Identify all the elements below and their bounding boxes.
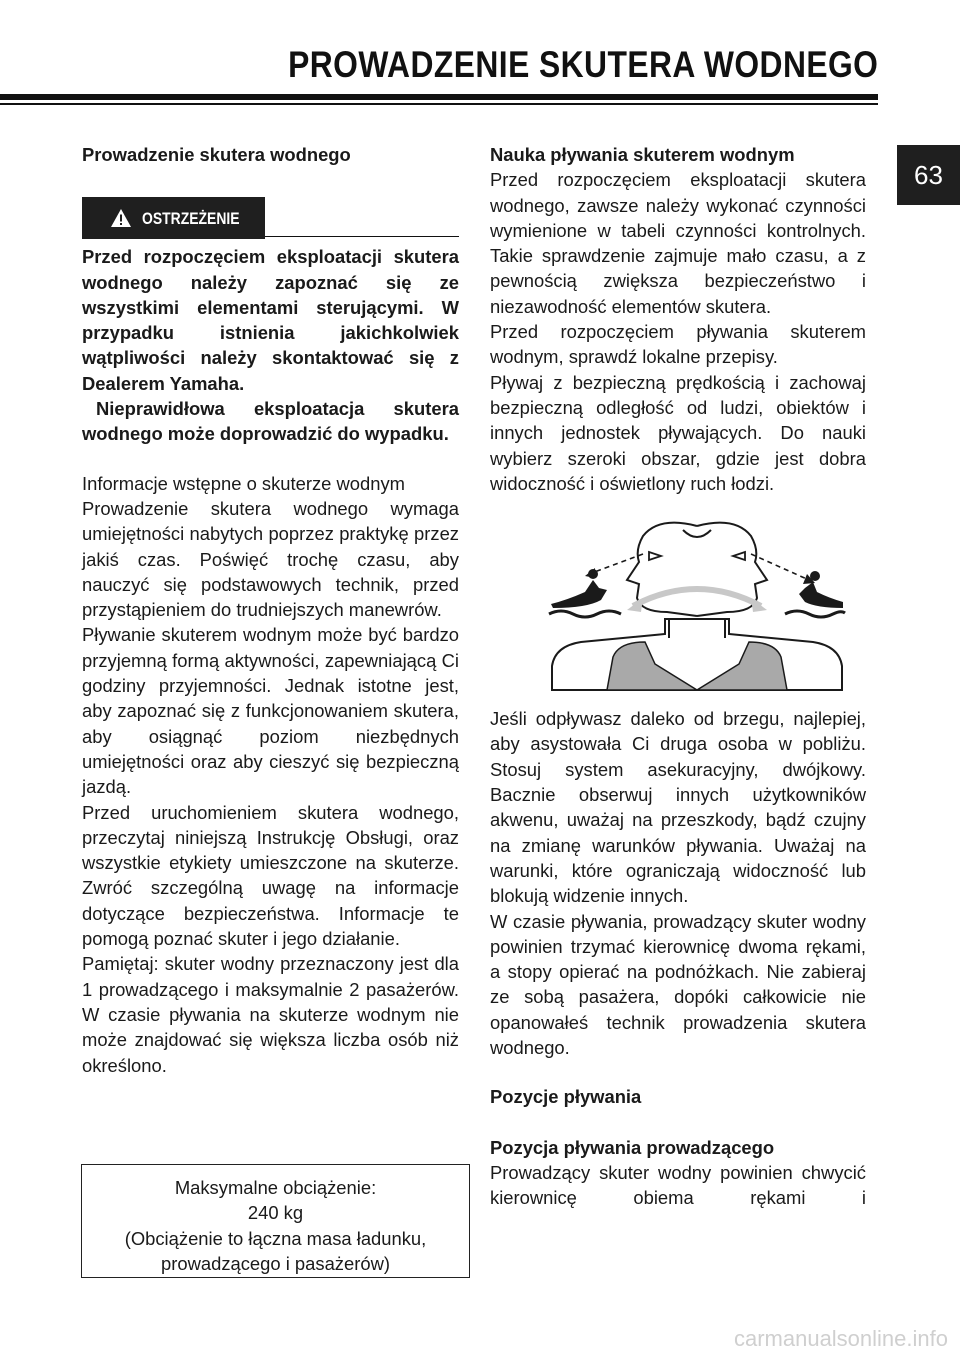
learning-paragraph-2: Przed rozpoczęciem pływania skuterem wodnym, sprawdź lokalne przepisy. — [490, 321, 866, 368]
page-number-tab — [897, 145, 960, 205]
warning-header — [82, 197, 459, 239]
section-heading: Prowadzenie skutera wodnego — [82, 144, 351, 165]
learning-paragraph-5: W czasie pływania, prowadzący skuter wodny powinien trzymać kierownicę dwoma rękami, a stopy opierać na podnóżkach. Nie zabieraj ze sobą pasażera, dopóki całkowicie nie opanowałeś technik prowadzenia skutera wodnego. — [490, 910, 866, 1059]
intro-paragraph-4: Pamiętaj: skuter wodny przeznaczony jest dla 1 prowadzącego i maksymalnie 2 pasażerów. W czasie pływania na skuterze wodnym nie może znajdować się większa liczba osób niż określono. — [82, 953, 459, 1076]
warning-text-2: Nieprawidłowa eksploatacja skutera wodnego może doprowadzić do wypadku. — [82, 398, 459, 445]
learning-paragraph-4: Jeśli odpływasz daleko od brzegu, najlepiej, aby asystowała Ci druga osoba w pobliżu. Stosuj system asekuracyjny, dwójkowy. Bacznie obserwuj innych użytkowników akwenu, uważaj na przeszkody, bądź czujny na zmianę warunków pływania. Uważaj na warunki, które ograniczają widoczność lub blokują widzenie innych. — [490, 708, 866, 907]
warning-rule — [265, 236, 459, 238]
left-column — [82, 142, 459, 1078]
max-load-box — [81, 1164, 470, 1278]
header-rule-thick — [0, 94, 878, 100]
footer-watermark: carmanualsonline.info — [733, 1326, 948, 1351]
header-rule-thin — [0, 103, 878, 105]
riding-positions-heading: Pozycje pływania — [490, 1086, 642, 1108]
warning-box — [82, 197, 265, 239]
warning-text-1: Przed rozpoczęciem eksploatacji skutera wodnego należy zapoznać się ze wszystkimi elementami sterującymi. W przypadku istnienia jakichkolwiek wątpliwości należy skontaktować się z Dealerem Yamaha. — [82, 246, 459, 394]
max-load-label: Maksymalne obciążenie: — [174, 1177, 377, 1198]
learning-paragraph-3: Pływaj z bezpieczną prędkością i zachowaj bezpieczną odległość od ludzi, obiektów i innych jednostek pływających. Do nauki wybierz szeroki obszar, gdzie jest dobra widoczność i oświetlony ruch łodzi. — [490, 371, 866, 494]
rider-lookout-illustration — [547, 514, 847, 692]
intro-paragraph-2: Pływanie skuterem wodnym może być bardzo przyjemną formą aktywności, zapewniającą Ci godziny przyjemności. Jednak istotne jest, aby zapoznać się z funkcjonowaniem skutera, aby osiągnąć poziom niezbędnych umiejętności oraz aby cieszyć się bezpieczną jazdą. — [82, 624, 459, 798]
intro-heading: Informacje wstępne o skuterze wodnym — [82, 472, 406, 494]
learning-heading: Nauka pływania skuterem wodnym — [490, 144, 795, 165]
max-load-note-1: (Obciążenie to łączna masa ładunku, — [124, 1227, 427, 1249]
intro-paragraph-1: Prowadzenie skutera wodnego wymaga umiejętności nabytych poprzez praktykę przez jakiś czas. Poświęć trochę czasu, aby nauczyć się podstawowych technik, przed przystąpieniem do trudniejszych manewrów. — [82, 497, 459, 621]
max-load-value: 240 kg — [247, 1202, 304, 1224]
operator-position-paragraph: Prowadzący skuter wodny powinien chwycić kierownicę obiema rękami i — [490, 1161, 866, 1209]
warning-triangle-icon — [110, 208, 132, 228]
learning-paragraph-1: Przed rozpoczęciem eksploatacji skutera wodnego, zawsze należy wykonać czynności wymienione w tabeli czynności kontrolnych. Takie sprawdzenie zajmuje mało czasu, a z pewnością zwiększa bezpieczeństwo i niezawodność elementów skutera. — [490, 169, 866, 317]
max-load-note-2: prowadzącego i pasażerów) — [161, 1252, 390, 1274]
intro-paragraph-3: Przed uruchomieniem skutera wodnego, przeczytaj niniejszą Instrukcję Obsługi, oraz wszystkie etykiety umieszczone na skuterze. Zwróć szczególną uwagę na informacje dotyczące bezpieczeństwa. Informacje te pomogą poznać skuter i jego działanie. — [82, 801, 459, 950]
right-column — [490, 142, 866, 1211]
operator-position-heading: Pozycja pływania prowadzącego — [490, 1136, 775, 1158]
warning-label: OSTRZEŻENIE — [141, 208, 240, 228]
page-number: 63 — [914, 159, 943, 190]
page-header-title: PROWADZENIE SKUTERA WODNEGO — [287, 44, 878, 85]
